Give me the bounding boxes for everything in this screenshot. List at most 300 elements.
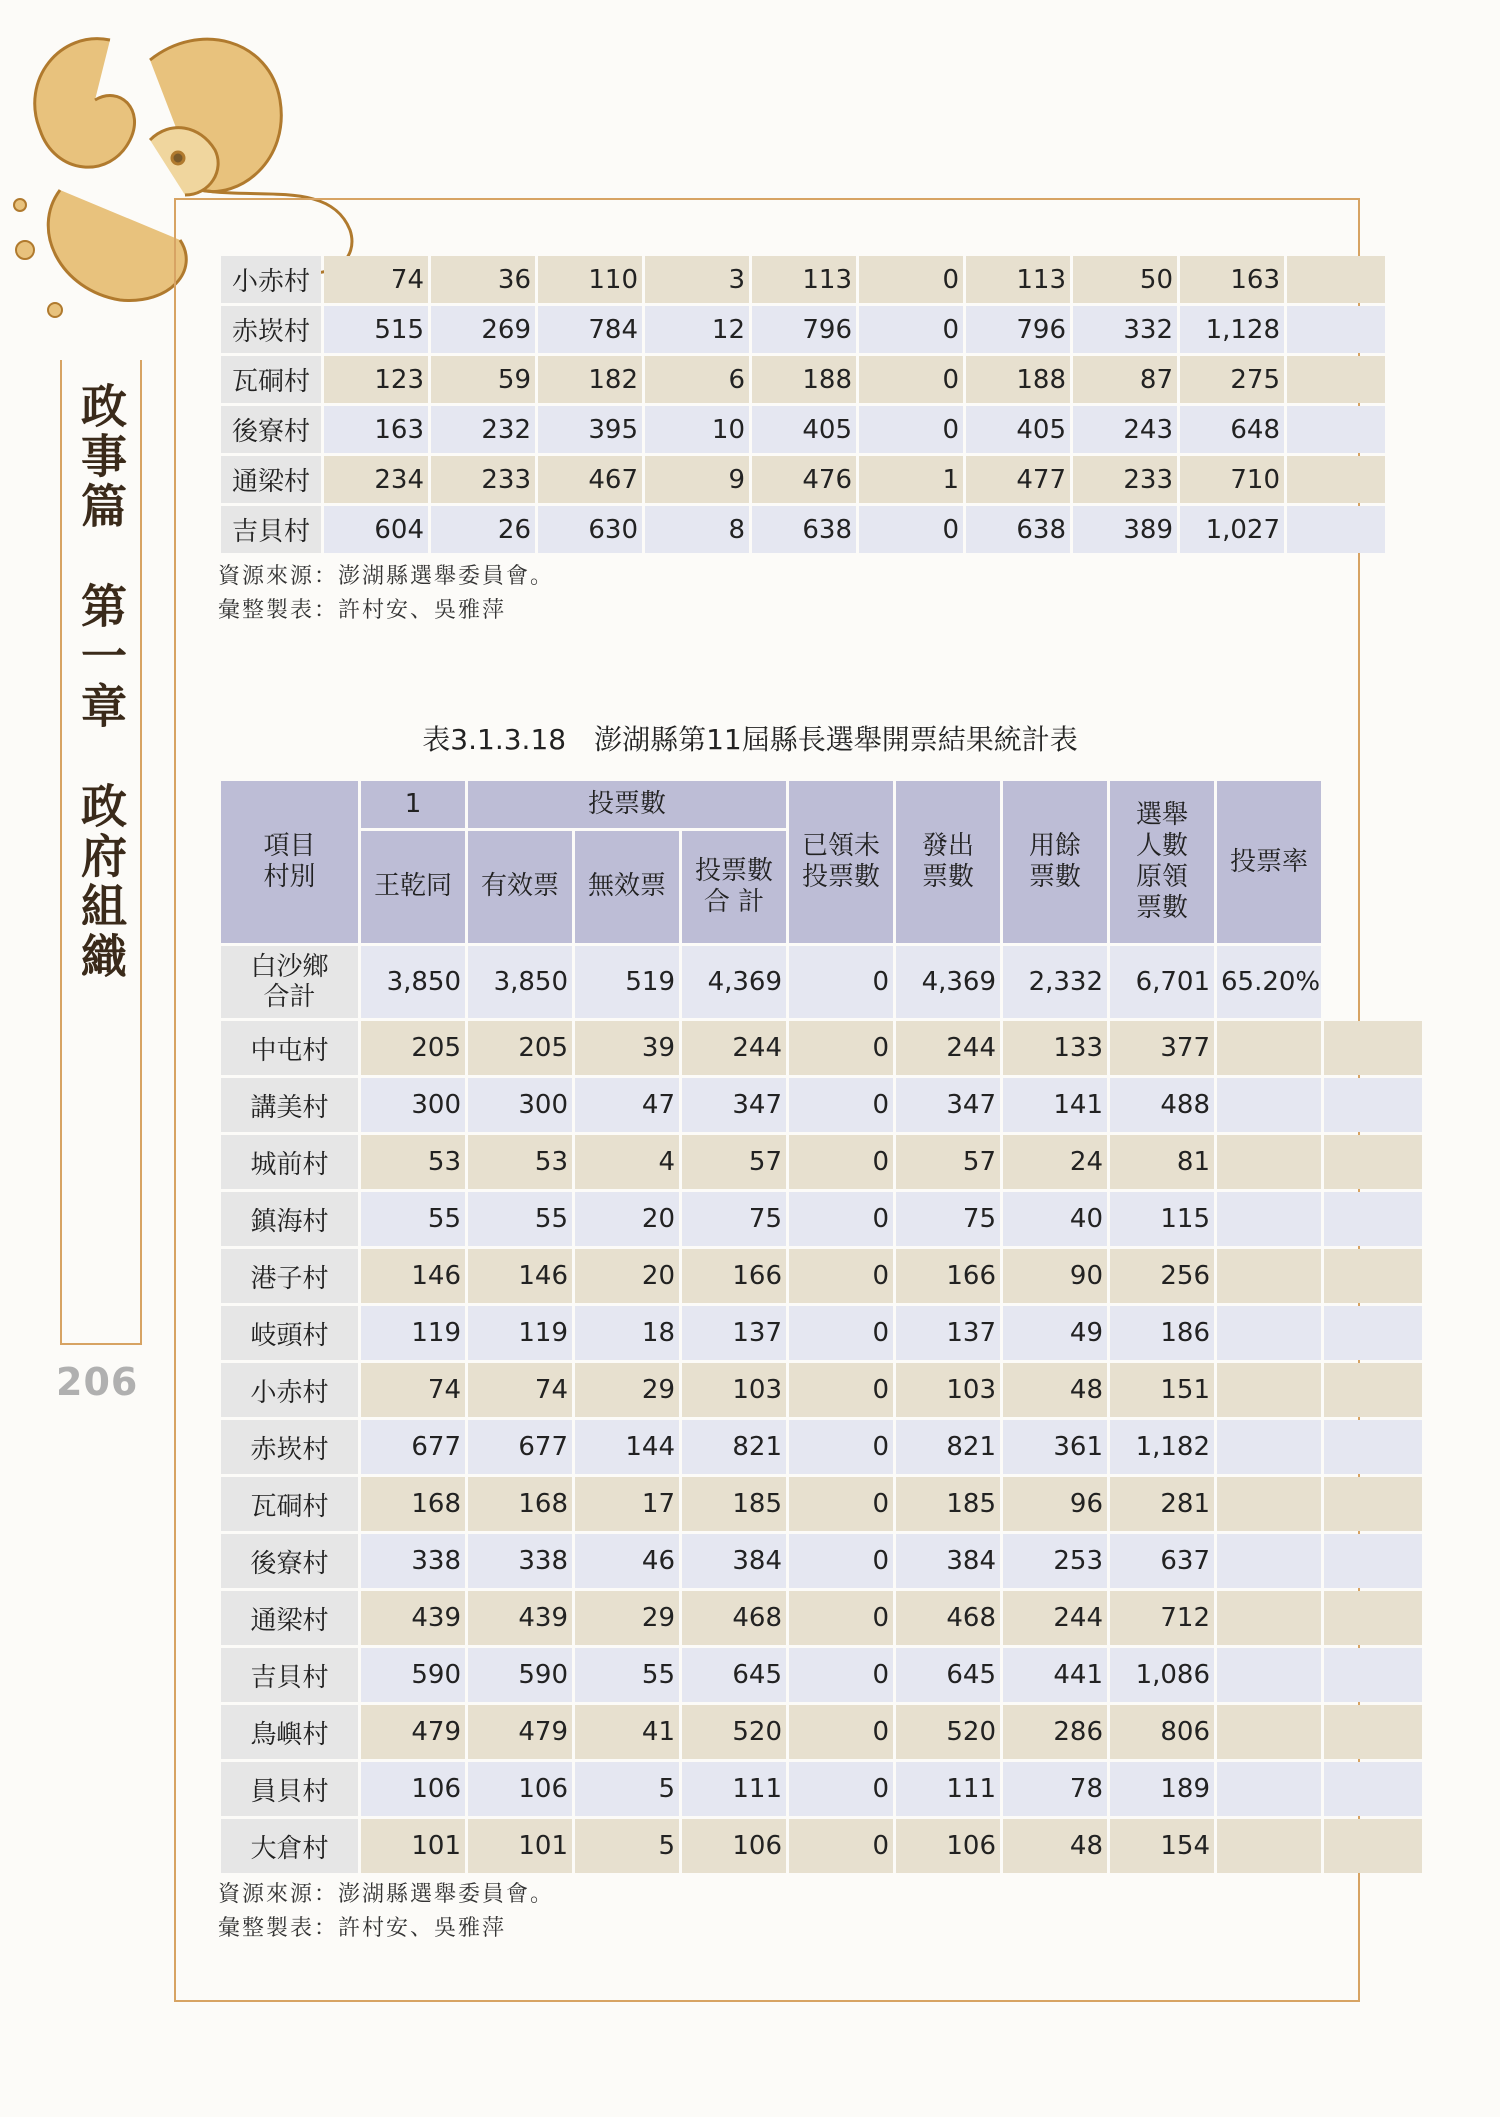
cell-6: 384 [896, 1534, 1000, 1588]
cell-3: 29 [575, 1363, 679, 1417]
cell-2: 439 [468, 1591, 572, 1645]
cell-10 [1287, 356, 1385, 403]
header-candidate: 王乾同 [361, 831, 465, 943]
cell-village: 通梁村 [221, 1591, 358, 1645]
cell-9: 710 [1180, 456, 1284, 503]
cell-2: 269 [431, 306, 535, 353]
cell-2: 677 [468, 1420, 572, 1474]
header-electorate-line: 票數 [1135, 893, 1188, 923]
cell-5: 0 [789, 1078, 893, 1132]
cell-10 [1287, 456, 1385, 503]
cell-3: 18 [575, 1306, 679, 1360]
cell-6: 645 [896, 1648, 1000, 1702]
cell-7: 78 [1003, 1762, 1107, 1816]
header-invalid: 無效票 [575, 831, 679, 943]
cell-4: 8 [645, 506, 749, 553]
cell-3: 467 [538, 456, 642, 503]
cell-4: 103 [682, 1363, 786, 1417]
cell-9 [1217, 1363, 1321, 1417]
header-remaining-line: 票數 [1028, 862, 1081, 892]
cell-village: 小赤村 [221, 1363, 358, 1417]
header-electorate-line: 選舉 [1135, 800, 1188, 830]
cell-7: 477 [966, 456, 1070, 503]
cell-7: 286 [1003, 1705, 1107, 1759]
cell-electorate: 6,701 [1110, 946, 1214, 1018]
cell-2: 59 [431, 356, 535, 403]
cell-5: 0 [789, 1648, 893, 1702]
cell-issued: 4,369 [896, 946, 1000, 1018]
cell-9 [1217, 1705, 1321, 1759]
cell-2: 168 [468, 1477, 572, 1531]
cell-3: 630 [538, 506, 642, 553]
cell-1: 677 [361, 1420, 465, 1474]
cell-8: 488 [1110, 1078, 1214, 1132]
cell-10 [1324, 1648, 1422, 1702]
cell-candidate-votes: 3,850 [361, 946, 465, 1018]
cell-5: 405 [752, 406, 856, 453]
cell-4: 75 [682, 1192, 786, 1246]
cell-10 [1324, 1819, 1422, 1873]
cell-1: 55 [361, 1192, 465, 1246]
cell-5: 0 [789, 1420, 893, 1474]
cell-5: 113 [752, 256, 856, 303]
cell-4: 645 [682, 1648, 786, 1702]
cell-9 [1217, 1420, 1321, 1474]
cell-village: 通梁村 [221, 456, 321, 503]
cell-2: 232 [431, 406, 535, 453]
cell-5: 0 [789, 1762, 893, 1816]
cell-10 [1324, 1705, 1422, 1759]
cell-4: 9 [645, 456, 749, 503]
cell-3: 4 [575, 1135, 679, 1189]
cell-6: 185 [896, 1477, 1000, 1531]
cell-6: 0 [859, 356, 963, 403]
cell-10 [1287, 506, 1385, 553]
cell-1: 479 [361, 1705, 465, 1759]
source-line: 資源來源：澎湖縣選舉委員會。 [218, 1882, 555, 1907]
cell-8: 154 [1110, 1819, 1214, 1873]
cell-village: 港子村 [221, 1249, 358, 1303]
cell-village: 大倉村 [221, 1819, 358, 1873]
cell-9 [1217, 1021, 1321, 1075]
header-electorate [1110, 781, 1214, 943]
header-electorate-line: 原領 [1135, 862, 1188, 892]
cell-7: 361 [1003, 1420, 1107, 1474]
cell-3: 47 [575, 1078, 679, 1132]
cell-8: 151 [1110, 1363, 1214, 1417]
cell-6: 520 [896, 1705, 1000, 1759]
cell-4: 111 [682, 1762, 786, 1816]
cell-5: 0 [789, 1135, 893, 1189]
cell-9: 163 [1180, 256, 1284, 303]
cell-remaining: 2,332 [1003, 946, 1107, 1018]
cell-9: 1,027 [1180, 506, 1284, 553]
header-valid: 有效票 [468, 831, 572, 943]
table-row [221, 1192, 1422, 1246]
cell-1: 74 [324, 256, 428, 303]
cell-5: 0 [789, 1534, 893, 1588]
cell-6: 103 [896, 1363, 1000, 1417]
header-issued [896, 781, 1000, 943]
cell-7: 40 [1003, 1192, 1107, 1246]
cell-10 [1324, 1306, 1422, 1360]
cell-8: 712 [1110, 1591, 1214, 1645]
cell-4: 347 [682, 1078, 786, 1132]
cell-1: 515 [324, 306, 428, 353]
cell-9: 275 [1180, 356, 1284, 403]
cell-9: 1,128 [1180, 306, 1284, 353]
header-remaining-line: 用餘 [1028, 831, 1081, 861]
cell-2: 106 [468, 1762, 572, 1816]
cell-4: 166 [682, 1249, 786, 1303]
cell-10 [1324, 1534, 1422, 1588]
cell-9 [1217, 1078, 1321, 1132]
cell-10 [1324, 1192, 1422, 1246]
cell-2: 26 [431, 506, 535, 553]
cell-4: 3 [645, 256, 749, 303]
cell-10 [1324, 1021, 1422, 1075]
cell-village: 講美村 [221, 1078, 358, 1132]
header-total-line: 合 計 [703, 886, 765, 917]
cell-4: 244 [682, 1021, 786, 1075]
cell-9 [1217, 1249, 1321, 1303]
cell-1: 300 [361, 1078, 465, 1132]
cell-7: 638 [966, 506, 1070, 553]
cell-1: 53 [361, 1135, 465, 1189]
header-issued-line: 票數 [921, 862, 974, 892]
cell-valid: 3,850 [468, 946, 572, 1018]
header-unvoted-line: 已領未 [801, 831, 880, 861]
compiler-line: 彙整製表：許村安、吳雅萍 [218, 1916, 507, 1941]
cell-4: 384 [682, 1534, 786, 1588]
table-row [221, 1705, 1422, 1759]
table-row [221, 1249, 1422, 1303]
cell-village: 吉貝村 [221, 1648, 358, 1702]
cell-7: 49 [1003, 1306, 1107, 1360]
election-results-table [218, 778, 1425, 1876]
cell-2: 590 [468, 1648, 572, 1702]
table-row [221, 1477, 1422, 1531]
page-number: 206 [56, 1360, 139, 1404]
cell-village: 小赤村 [221, 256, 321, 303]
cell-2: 233 [431, 456, 535, 503]
cell-3: 182 [538, 356, 642, 403]
header-total [682, 831, 786, 943]
cell-village: 瓦硐村 [221, 1477, 358, 1531]
table-row-total [221, 946, 1422, 1018]
cell-4: 137 [682, 1306, 786, 1360]
table-row [221, 1534, 1422, 1588]
cell-village: 赤崁村 [221, 306, 321, 353]
table-title: 表3.1.3.18 澎湖縣第11屆縣長選舉開票結果統計表 [422, 723, 1078, 756]
cell-9 [1217, 1306, 1321, 1360]
cell-7: 244 [1003, 1591, 1107, 1645]
cell-1: 338 [361, 1534, 465, 1588]
table-row [221, 456, 1385, 503]
cell-7: 441 [1003, 1648, 1107, 1702]
cell-2: 338 [468, 1534, 572, 1588]
source-note-top [218, 560, 554, 628]
cell-7: 90 [1003, 1249, 1107, 1303]
cell-5: 0 [789, 1306, 893, 1360]
cell-5: 188 [752, 356, 856, 403]
header-item-village [221, 781, 358, 943]
table-row [221, 1306, 1422, 1360]
cell-8: 332 [1073, 306, 1177, 353]
header-turnout: 投票率 [1217, 781, 1321, 943]
total-name-line: 白沙鄉 [250, 952, 329, 982]
cell-4: 106 [682, 1819, 786, 1873]
cell-2: 479 [468, 1705, 572, 1759]
cell-8: 81 [1110, 1135, 1214, 1189]
cell-7: 188 [966, 356, 1070, 403]
cell-3: 784 [538, 306, 642, 353]
table-row [221, 306, 1385, 353]
cell-9 [1217, 1477, 1321, 1531]
cell-3: 20 [575, 1249, 679, 1303]
table-row [221, 1762, 1422, 1816]
cell-1: 101 [361, 1819, 465, 1873]
header-unvoted-line: 投票數 [801, 862, 880, 892]
cell-3: 20 [575, 1192, 679, 1246]
cell-2: 205 [468, 1021, 572, 1075]
cell-2: 74 [468, 1363, 572, 1417]
cell-6: 1 [859, 456, 963, 503]
cell-6: 821 [896, 1420, 1000, 1474]
cell-10 [1324, 1591, 1422, 1645]
table-row [221, 1135, 1422, 1189]
cell-2: 119 [468, 1306, 572, 1360]
cell-9 [1217, 1192, 1321, 1246]
cell-9: 648 [1180, 406, 1284, 453]
cell-total: 4,369 [682, 946, 786, 1018]
cell-1: 163 [324, 406, 428, 453]
cell-1: 205 [361, 1021, 465, 1075]
cell-5: 0 [789, 1021, 893, 1075]
cell-10 [1324, 1363, 1422, 1417]
cell-3: 395 [538, 406, 642, 453]
cell-10 [1324, 1249, 1422, 1303]
table-row [221, 1078, 1422, 1132]
header-unvoted [789, 781, 893, 943]
cell-9 [1217, 1648, 1321, 1702]
cell-1: 168 [361, 1477, 465, 1531]
total-row-name [221, 946, 358, 1018]
cell-10 [1287, 256, 1385, 303]
cell-10 [1287, 306, 1385, 353]
cell-5: 0 [789, 1591, 893, 1645]
table-row [221, 1363, 1422, 1417]
cell-village: 後寮村 [221, 406, 321, 453]
compiler-line: 彙整製表：許村安、吳雅萍 [218, 598, 507, 623]
cell-6: 137 [896, 1306, 1000, 1360]
header-remaining [1003, 781, 1107, 943]
source-line: 資源來源：澎湖縣選舉委員會。 [218, 564, 555, 589]
cell-2: 300 [468, 1078, 572, 1132]
cell-3: 144 [575, 1420, 679, 1474]
cell-8: 806 [1110, 1705, 1214, 1759]
cell-8: 50 [1073, 256, 1177, 303]
cell-5: 0 [789, 1363, 893, 1417]
cell-4: 821 [682, 1420, 786, 1474]
cell-1: 439 [361, 1591, 465, 1645]
cell-6: 244 [896, 1021, 1000, 1075]
table-continued [218, 253, 1388, 556]
cell-1: 123 [324, 356, 428, 403]
cell-8: 377 [1110, 1021, 1214, 1075]
cell-6: 166 [896, 1249, 1000, 1303]
cell-village: 吉貝村 [221, 506, 321, 553]
cell-8: 637 [1110, 1534, 1214, 1588]
cell-8: 389 [1073, 506, 1177, 553]
table-row [221, 1648, 1422, 1702]
cell-1: 234 [324, 456, 428, 503]
cell-8: 87 [1073, 356, 1177, 403]
chapter-side-panel [60, 360, 142, 1345]
cell-8: 189 [1110, 1762, 1214, 1816]
cell-6: 347 [896, 1078, 1000, 1132]
cell-10 [1287, 406, 1385, 453]
cell-10 [1324, 1762, 1422, 1816]
cell-8: 233 [1073, 456, 1177, 503]
cell-5: 0 [789, 1477, 893, 1531]
cell-1: 106 [361, 1762, 465, 1816]
cell-8: 115 [1110, 1192, 1214, 1246]
cell-10 [1324, 1135, 1422, 1189]
cell-4: 468 [682, 1591, 786, 1645]
cell-2: 36 [431, 256, 535, 303]
cell-6: 111 [896, 1762, 1000, 1816]
source-note-bottom [218, 1878, 554, 1946]
cell-7: 113 [966, 256, 1070, 303]
header-votes-group: 投票數 [468, 781, 786, 828]
cell-4: 520 [682, 1705, 786, 1759]
cell-3: 5 [575, 1762, 679, 1816]
chapter-title: 政事篇 第一章 政府組織 [74, 382, 128, 982]
header-item: 項目 [263, 831, 316, 861]
header-total-line: 投票數 [694, 855, 773, 886]
cell-3: 29 [575, 1591, 679, 1645]
cell-1: 74 [361, 1363, 465, 1417]
cell-village: 鎮海村 [221, 1192, 358, 1246]
cell-7: 141 [1003, 1078, 1107, 1132]
table-row [221, 506, 1385, 553]
cell-6: 0 [859, 406, 963, 453]
cell-3: 5 [575, 1819, 679, 1873]
cell-10 [1324, 1420, 1422, 1474]
header-candidate-no: 1 [361, 781, 465, 828]
header-village: 村別 [263, 862, 316, 892]
cell-7: 253 [1003, 1534, 1107, 1588]
cell-6: 75 [896, 1192, 1000, 1246]
cell-9 [1217, 1135, 1321, 1189]
table-row [221, 1420, 1422, 1474]
cell-8: 1,182 [1110, 1420, 1214, 1474]
cell-4: 57 [682, 1135, 786, 1189]
cell-4: 6 [645, 356, 749, 403]
cell-3: 39 [575, 1021, 679, 1075]
cell-7: 133 [1003, 1021, 1107, 1075]
cell-5: 0 [789, 1192, 893, 1246]
cell-village: 瓦硐村 [221, 356, 321, 403]
cell-5: 0 [789, 1705, 893, 1759]
cell-2: 146 [468, 1249, 572, 1303]
cell-7: 405 [966, 406, 1070, 453]
cell-turnout: 65.20% [1217, 946, 1321, 1018]
table-row [221, 1819, 1422, 1873]
table-row [221, 1591, 1422, 1645]
cell-6: 57 [896, 1135, 1000, 1189]
cell-7: 48 [1003, 1363, 1107, 1417]
cell-8: 1,086 [1110, 1648, 1214, 1702]
header-electorate-line: 人數 [1135, 831, 1188, 861]
cell-village: 鳥嶼村 [221, 1705, 358, 1759]
cell-4: 12 [645, 306, 749, 353]
cell-1: 590 [361, 1648, 465, 1702]
cell-3: 110 [538, 256, 642, 303]
cell-4: 10 [645, 406, 749, 453]
cell-7: 96 [1003, 1477, 1107, 1531]
table-row [221, 256, 1385, 303]
cell-unvoted: 0 [789, 946, 893, 1018]
cell-2: 55 [468, 1192, 572, 1246]
cell-1: 604 [324, 506, 428, 553]
cell-3: 17 [575, 1477, 679, 1531]
cell-3: 55 [575, 1648, 679, 1702]
total-name-line: 合計 [263, 982, 316, 1012]
cell-5: 0 [789, 1249, 893, 1303]
cell-9 [1217, 1591, 1321, 1645]
cell-8: 243 [1073, 406, 1177, 453]
table-row [221, 406, 1385, 453]
cell-village: 中屯村 [221, 1021, 358, 1075]
cell-8: 186 [1110, 1306, 1214, 1360]
cell-3: 41 [575, 1705, 679, 1759]
table-row [221, 356, 1385, 403]
header-issued-line: 發出 [921, 831, 974, 861]
cell-village: 赤崁村 [221, 1420, 358, 1474]
cell-1: 119 [361, 1306, 465, 1360]
cell-9 [1217, 1819, 1321, 1873]
cell-7: 24 [1003, 1135, 1107, 1189]
cell-village: 後寮村 [221, 1534, 358, 1588]
cell-1: 146 [361, 1249, 465, 1303]
table-row [221, 1021, 1422, 1075]
cell-7: 796 [966, 306, 1070, 353]
cell-5: 476 [752, 456, 856, 503]
cell-6: 0 [859, 306, 963, 353]
cell-3: 46 [575, 1534, 679, 1588]
cell-5: 638 [752, 506, 856, 553]
cell-village: 岐頭村 [221, 1306, 358, 1360]
cell-10 [1324, 1078, 1422, 1132]
cell-invalid: 519 [575, 946, 679, 1018]
cell-6: 0 [859, 506, 963, 553]
cell-8: 281 [1110, 1477, 1214, 1531]
cell-village: 城前村 [221, 1135, 358, 1189]
cell-2: 53 [468, 1135, 572, 1189]
cell-5: 796 [752, 306, 856, 353]
cell-5: 0 [789, 1819, 893, 1873]
cell-6: 106 [896, 1819, 1000, 1873]
cell-9 [1217, 1534, 1321, 1588]
cell-6: 0 [859, 256, 963, 303]
cell-2: 101 [468, 1819, 572, 1873]
cell-4: 185 [682, 1477, 786, 1531]
cell-9 [1217, 1762, 1321, 1816]
cell-8: 256 [1110, 1249, 1214, 1303]
cell-village: 員貝村 [221, 1762, 358, 1816]
